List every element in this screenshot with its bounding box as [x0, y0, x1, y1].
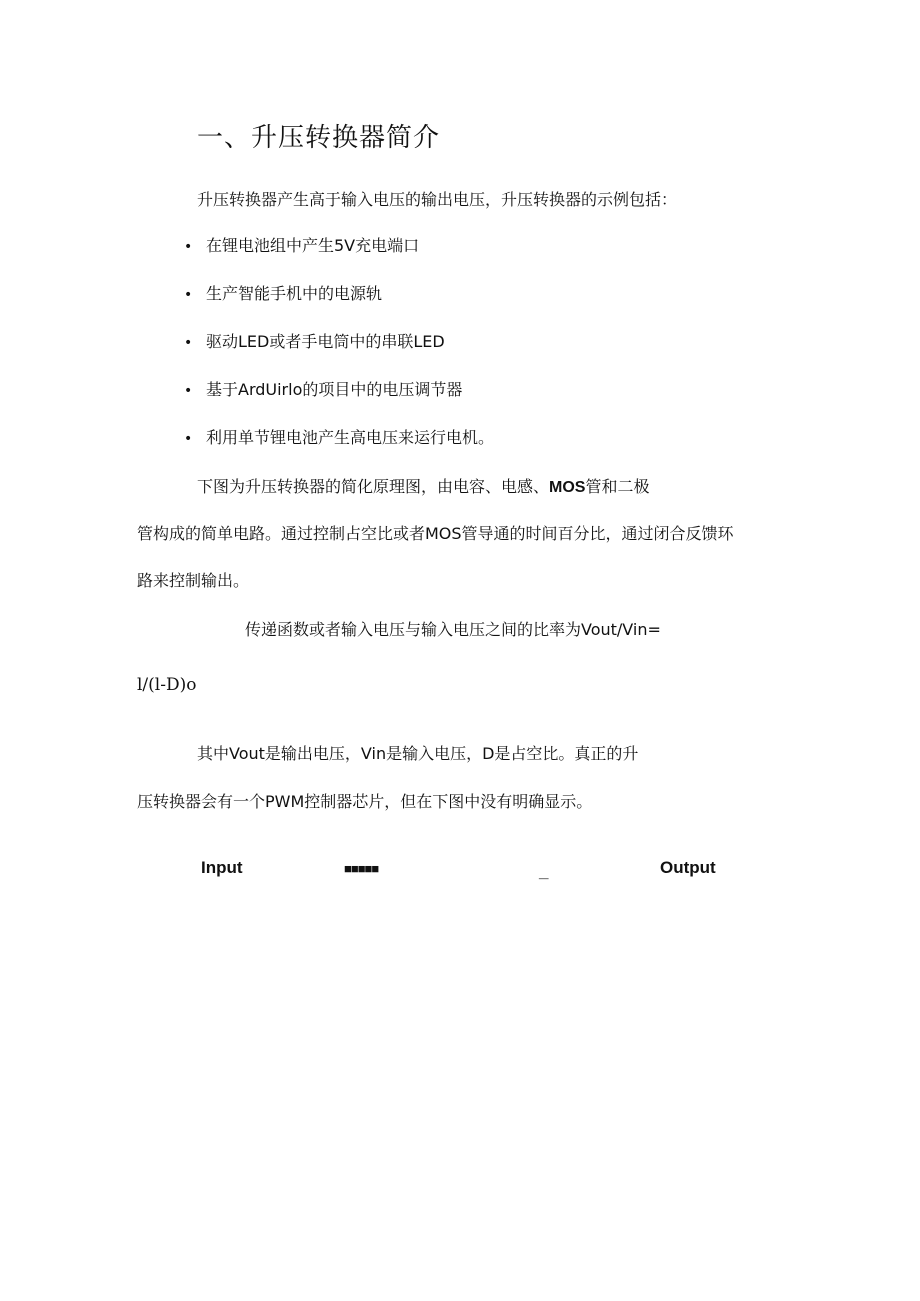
list-item [184, 236, 419, 257]
list-item-text: 驱动LED或者手电筒中的串联LED [206, 332, 445, 351]
list-item-text: 生产智能手机中的电源轨 [206, 284, 383, 303]
transfer-paragraph-line-1: 传递函数或者输入电压与输入电压之间的比率为Vout/Vin= [245, 620, 661, 639]
list-item [184, 332, 445, 353]
schematic-text-bold: MOS [549, 479, 586, 496]
schematic-text-b: 管和二极 [585, 477, 650, 496]
variables-paragraph-line-1: 其中Vout是输出电压，Vin是输入电压，D是占空比。真正的升 [197, 744, 639, 763]
list-item-text: 利用单节锂电池产生高电压来运行电机。 [206, 428, 495, 447]
diagram-dash-mark: _ [539, 862, 549, 881]
list-item [184, 284, 382, 305]
list-item [184, 380, 462, 401]
diagram-component-marks: ■■■■■ [344, 861, 379, 876]
section-heading: 一、升压转换器简介 [197, 123, 441, 153]
list-item [184, 428, 494, 449]
schematic-text-a: 下图为升压转换器的简化原理图，由电容、电感、 [197, 477, 550, 496]
bullet-icon: • [184, 287, 193, 303]
diagram-output-label: Output [660, 858, 716, 877]
list-item-text: 在锂电池组中产生5V充电端口 [206, 236, 420, 255]
bullet-icon: • [184, 335, 193, 351]
schematic-paragraph-line-3: 路来控制输出。 [137, 571, 250, 590]
variables-paragraph-line-2: 压转换器会有一个PWM控制器芯片，但在下图中没有明确显示。 [137, 792, 593, 811]
list-item-text: 基于ArdUirlo的项目中的电压调节器 [206, 380, 463, 399]
bullet-icon: • [184, 239, 193, 255]
schematic-paragraph-line-1 [197, 477, 649, 498]
diagram-input-label: Input [201, 858, 243, 877]
intro-paragraph: 升压转换器产生高于输入电压的输出电压，升压转换器的示例包括： [197, 190, 678, 209]
bullet-icon: • [184, 431, 193, 447]
bullet-icon: • [184, 383, 193, 399]
transfer-formula: l/(l-D)o [137, 675, 197, 695]
schematic-paragraph-line-2: 管构成的简单电路。通过控制占空比或者MOS管导通的时间百分比，通过闭合反馈环 [137, 524, 734, 543]
